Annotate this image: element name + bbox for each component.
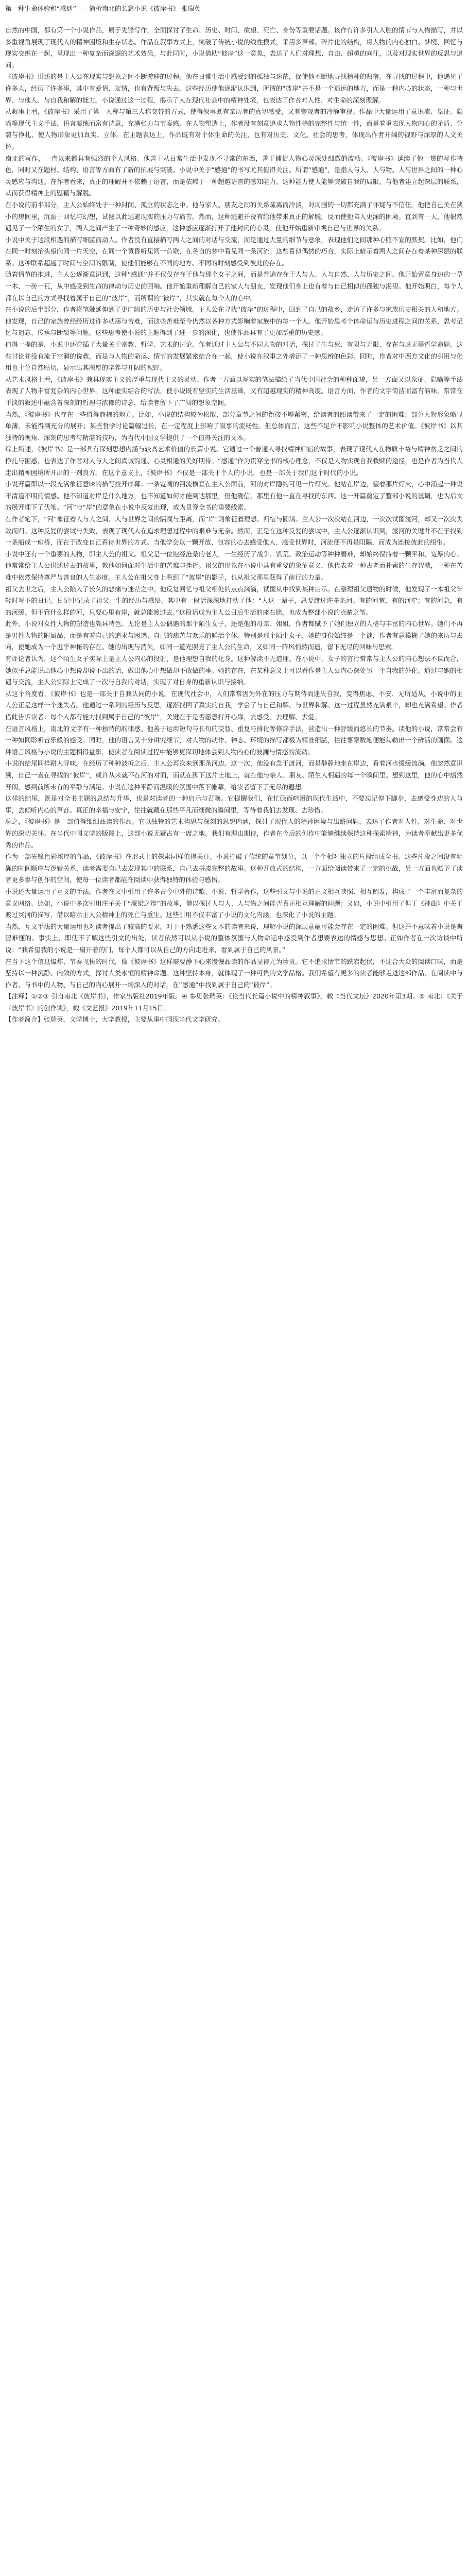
article-paragraph: 随着情节的推进，主人公逐渐意识到，这种“感通”并不仅仅存在于他与那个女子之间，而是普遍存在于人与人、人与自然、人与历史之间。他开始留意身边的一草一木、一砖一瓦，从中感受到生命的律动与历史的回响。他开始重新理解自己的家人与朋友，发现他们身上也有着与自己相似的孤独与渴望。他开始明白，每个人都在以自己的方式寻找着属于自己的“彼岸”，而所谓的“彼岸”，其实就在每个人的心中。 [5,270,463,302]
article-paragraph: 当然，互文手法的大量运用也对读者提出了较高的要求。对于不熟悉这些文本的读者来说，理解小说的深层意蕴可能会存在一定的困难。但这并不意味着小说是晦涩难懂的。事实上，即使不了解这些引文的出处，读者依然可以从小说的整体氛围与人物命运中感受到作者想要表达的情感与思想。正如作者在一次访谈中所说：“我希望我的小说是一扇开着的门，每个人都可以从自己的方向走进来，看到属于自己的风景。” [5,922,463,954]
article-paragraph: 此外，小说对女性人物的塑造也颇具特色。无论是主人公偶遇的那个陌生女子，还是他的母亲、姐姐，作者都赋予了她们独立的人格与丰富的内心世界。她们不再是男性人物的附属品，而是有着自己的追求与困惑、自己的痛苦与欢乐的鲜活个体。特别是那个陌生女子，她的身份始终是一个谜，作者有意模糊了她的来历与去向，使她成为一个近乎神秘的存在。她的出现与消失，如同一道光照亮了主人公的生命，又如同一阵风悄然而逝，留下无尽的回味与思索。 [5,620,463,651]
article-paragraph: 综上所述，《彼岸书》是一部具有深刻思想内涵与较高艺术价值的长篇小说。它通过一个普通人寻找精神归宿的故事，表现了现代人在物质丰裕与精神贫乏之间的挣扎与困惑，也表达了作者对人与人之间真诚沟通、心灵相通的美好期待。“感通”作为贯穿全书的核心理念，不仅是人物实现自我救赎的途径，也是作者为当代人走出精神困境所开出的一剂良方。在这个意义上，《彼岸书》不仅是一部关于个人的小说，也是一部关于我们这个时代的小说。 [5,445,463,477]
article-paragraph: 小说中关于这段相遇的描写细腻而动人。作者没有直接描写两人之间的对话与交流，而是通过大量的细节与意象，表现他们之间那种心照不宣的默契。比如，他们在同一时刻抬头望向同一片天空，在同一个黄昏听见同一首歌，在各自的梦中看见同一条河流。这些看似偶然的巧合，实际上暗示着两人之间存在着某种深层的联系。这种联系超越了时间与空间的限制，使他们能够在不同的地方、不同的时刻感受到彼此的存在。 [5,235,463,267]
article-paragraph: 小说开篇即以一段充满象征意味的描写拉开序幕：一条宽阔的河流横亘在主人公面前，河的对岸隐约可见一片灯火。他站在岸边，望着那片灯火，心中涌起一种说不清道不明的情感。他不知道对岸是什么地方，也不知道如何才能到达那里，但他确信，那里有他一直在寻找的东西。这一开篇奠定了整部小说的基调，也为后文的展开埋下了伏笔。“河”与“岸”的意象在小说中反复出现，成为贯穿全书的重要线索。 [5,480,463,512]
article-paragraph: 自然的中国，都有第一个小说作品，属于先锋写作，全面探讨了生命、历史、时间、欲望、死亡、身份等重要话题。该作有许多引人入胜的情节与人物描写，并以多重视角展现了现代人的精神困境和生存状态。作品在叙事方式上，突破了传统小说的线性模式，采用多声部、碎片化的结构，将人物的内心独白、梦境、回忆与现实交织在一起，呈现出一种复杂而深邃的艺术效果。与此同时，小说借助“彼岸”这一意象，表达了人们对理想、自由、超越的向往，以及对现实世界的反思与追问。 [5,26,463,69]
article-paragraph: 总之，《彼岸书》是一部值得细细品读的作品。它以独特的艺术构思与深刻的思想内涵，探讨了现代人的精神困境与出路问题，表达了作者对人性、对生命、对世界的深切关怀。在当代中国文学的版图上，这部小说无疑占有一席之地。我们有理由期待，作者在今后的创作中能够继续保持这种探索精神，为读者奉献出更多优秀的作品。 [5,818,463,849]
article-paragraph: 南北的写作，一直以来都具有强烈的个人风格。他善于从日常生活中发现不寻常的东西，善于捕捉人物心灵深处细微的波动。《彼岸书》延续了他一贯的写作特色，同时又在题材、结构、语言等方面有了新的拓展与突破。小说中关于“感通”的书写尤其值得关注。所谓“感通”，是指人与人、人与物、人与世界之间的一种心灵感应与沟通。在作者看来，真正的理解并不依赖于语言，而是依赖于一种超越语言的感知能力。这种能力使人能够突破自我的局限，与他者建立起深层的联系，从而获得精神上的慰藉与解脱。 [5,154,463,197]
article-paragraph: 小说中还有一个重要的人物，即主人公的祖父。祖父是一位饱经沧桑的老人，一生经历了战争、饥荒、政治运动等种种磨难，却始终保持着一颗平和、宽厚的心。他常常给主人公讲述过去的故事，教他如何面对生活中的苦难与挫折。祖父的形象在小说中具有重要的象征意义，他代表着一种古老而朴素的生存智慧，一种在苦难中依然保持尊严与善良的人生态度。主人公在祖父身上看到了“彼岸”的影子，也从祖父那里获得了前行的力量。 [5,550,463,581]
article-paragraph: 在当下这个信息爆炸、节奏飞快的时代，像《彼岸书》这样需要静下心来慢慢品读的作品显得尤为珍贵。它不追求情节的跌宕起伏，不迎合大众的阅读口味，而是坚持以一种沉静、内敛的方式，探讨人类永恒的精神命题。这种坚持本身，就体现了一种可贵的文学品格。我们希望有更多的读者能够走进这部作品，在阅读中与作者、与书中的人物、与自己的内心展开一场深入的对话，在“感通”中找到属于自己的“彼岸”。 [5,957,463,989]
article-paragraph: 小说还大量运用了互文的手法。作者在文中引用了许多古今中外的诗歌、小说、哲学著作，这些引文与小说的正文相互映照、相互阐发，构成了一个丰富而复杂的意义网络。比如，小说中多次引用庄子关于“濠梁之辩”的故事，借以探讨人与人、人与物之间能否真正相互理解的问题；又如，小说中引用了但丁《神曲》中关于渡过冥河的描写，借以暗示主人公精神上的死亡与重生。这些引用不仅丰富了小说的文化内涵，也深化了小说的主题。 [5,887,463,919]
article-paragraph: 小说的结尾同样耐人寻味。在经历了种种波折之后，主人公再次来到那条河边。这一次，他没有急于渡河，而是静静地坐在岸边，看着河水缓缓流淌。他忽然意识到，自己一直在寻找的“彼岸”，或许从来就不在河的对面，而就在脚下这片土地上，就在他与亲人、朋友、陌生人相遇的每一个瞬间里。想到这里，他的心中豁然开朗，感到前所未有的平静与满足。小说在这种平静而温暖的氛围中落下帷幕，给读者留下了无尽的遐想。 [5,759,463,791]
article-paragraph: 从这个角度看，《彼岸书》也是一部关于自我认同的小说。在现代社会中，人们常常因为外在的压力与期待而迷失自我，变得焦虑、不安、无所适从。小说中的主人公正是这样一个迷失者。他通过一系列的经历与反思，逐渐找回了真实的自我，学会了与自己和解、与世界和解。这一过程虽然充满艰辛，却也充满希望。作者借此告诉读者：每个人都有能力找到属于自己的“彼岸”，关键在于是否愿意打开心扉，去感受、去理解、去爱。 [5,689,463,721]
article-paragraph: 作为一部先锋色彩浓厚的作品，《彼岸书》在形式上的探索同样值得关注。小说打破了传统的章节划分，以一个个相对独立的片段组成全书。这些片段之间没有明确的时间顺序与逻辑关系，读者需要自己去发现其中的联系，自己去拼凑完整的故事。这种开放式的结构，一方面给阅读带来了一定的挑战，另一方面也赋予了读者更多参与创作的空间，使每一位读者都能在阅读中获得独特的体验与感悟。 [5,853,463,884]
article-paragraph: 从艺术风格上看，《彼岸书》兼具现实主义的厚重与现代主义的灵动。作者一方面以写实的笔法描绘了当代中国社会的种种面貌，另一方面又以象征、隐喻等手法表现了人物丰富复杂的内心世界。这种虚实结合的写法，使小说既有坚实的生活基础，又有超越现实的精神高度。语言方面，作者的文字简洁而富有韵味，常常在平淡的叙述中蕴含着深刻的哲理与浓郁的诗意，给读者留下了广阔的想象空间。 [5,375,463,406]
article-paragraph: 【作者简介】张瑞英，文学博士，大学教授，主要从事中国现当代文学研究。 [5,1015,224,1024]
article-paragraph: 在语言风格上，南北的文字有一种独特的韵律感。他善于运用短句与长句的交替、重复与排比等修辞手法，营造出一种舒缓而悠长的节奏。读他的小说，常常会有一种如同聆听音乐般的感受。同时，他的语言又十分讲究细节，对人物的动作、神态、环境的描写都极为精准细腻，往往寥寥数笔便能勾勒出一个鲜活的画面。这种语言风格与小说的主题相得益彰，使读者在阅读过程中能够更深切地体会到人物内心的波澜与情感的流动。 [5,724,463,756]
article-paragraph: 在作者笔下，“河”象征着人与人之间、人与世界之间的隔阂与距离，而“岸”则象征着理想、归宿与圆满。主人公一次次站在河边，一次次试图渡河，却又一次次失败而归。这种反复的尝试与失败，表现了现代人在追求理想过程中的艰难与无奈。然而，正是在这种反复的尝试中，主人公逐渐认识到，渡河的关键并不在于找到一条船或一座桥，而在于改变自己看待世界的方式。当他学会以一颗开放、包容的心去感受他人、感受世界时，河流便不再是阻隔，而成为连接彼此的纽带。 [5,515,463,547]
article-paragraph: 在小说的后半部分，作者将笔触延伸到了更广阔的历史与社会领域。主人公在寻找“彼岸”的过程中，回到了自己的故乡，走访了许多与家族历史相关的人和地方。他发现，自己的家族曾经经历过许多动荡与苦难，而这些苦难至今仍然以各种方式影响着家族中的每一个人。他开始思考个体命运与历史进程之间的关系，思考记忆与遗忘、传承与断裂等问题。这些思考使小说的主题得到了进一步的深化，也使作品具有了更加厚重的历史感。 [5,306,463,337]
article-paragraph: 从叙事上看，《彼岸书》采用了第一人称与第三人称交替的方式，使得叙事既有亲历者的真切感受，又有旁观者的冷静审视。作品中大量运用了意识流、象征、隐喻等现代主义手法，语言凝练而富有诗意，充满张力与节奏感。在人物塑造上，作者没有刻意追求人物性格的完整性与统一性，而是着重表现人物内心的矛盾、分裂与挣扎，使人物形象更加真实、立体。在主题表达上，作品既有对个体生命的关注，也有对历史、文化、社会的思考，体现出作者开阔的视野与深厚的人文关怀。 [5,108,463,150]
article-title: 第一种生命体验和“感通”——简析南北的长篇小说《彼岸书》 张瑞英 [5,5,201,12]
article-paragraph: 有评论者认为，这个陌生女子实际上是主人公内心的投射，是他理想自我的化身。这种解读不无道理。在小说中，女子的言行常常与主人公的内心想法不谋而合，她似乎总能说出他心中想说却说不出的话，做出他心中想做却不敢做的事。她的存在，在某种意义上可以看作是主人公内心深处另一个自我的外化。通过与她的相遇与交流，主人公实际上完成了一次与自我的对话，实现了对自身的重新认识与接纳。 [5,655,463,686]
article-paragraph: 当然，《彼岸书》也存在一些值得商榷的地方。比如，小说的结构较为松散，部分章节之间的衔接不够紧密，给读者的阅读带来了一定的困难；部分人物形象略显单薄，未能得到充分的展开；某些哲学讨论篇幅过长，在一定程度上影响了叙事的流畅性。但总体而言，这些不足并不影响小说整体的艺术价值。《彼岸书》以其独特的视角、深刻的思考与精湛的技巧，为当代中国文学提供了一个值得关注的文本。 [5,410,463,442]
article-paragraph: 这样的结尾，既是对全书主题的总结与升华，也是对读者的一种启示与召唤。它提醒我们，在忙碌而喧嚣的现代生活中，不要忘记停下脚步，去感受身边的人与事，去倾听内心的声音。真正的幸福与安宁，往往就藏在那些平凡而细微的瞬间里，等待着我们去发现、去珍惜。 [5,794,463,814]
article-paragraph: 《彼岸书》讲述的是主人公在现实与想象之间不断游移的过程。他在日常生活中感受到的孤独与迷茫，促使他不断地寻找精神的归宿。在寻找的过程中，他遇见了许多人，经历了许多事，其中有爱情、友情，也有背叛与失去。这些经历使他逐渐认识到，所谓的“彼岸”并不是一个遥远的地方，而是一种内心的状态，一种与世界、与他人、与自我和解的能力。小说通过这一过程，揭示了人在现代社会中的精神处境，也表达了作者对人性、对生命的深刻理解。 [5,73,463,104]
article-paragraph: 在小说的前半部分，主人公始终处于一种封闭、孤立的状态之中。他与家人、朋友之间的关系疏离而冷淡，对周围的一切都充满了怀疑与不信任。他把自己关在狭小的房间里，沉溺于回忆与幻想，试图以此逃避现实的压力与痛苦。然而，这种逃避并没有给他带来真正的解脱，反而使他陷入更深的困境。直到有一天，他偶然遇见了一个陌生的女子，两人之间产生了一种奇妙的感应，这种感应逐渐打开了他封闭的心灵，使他开始重新审视自己与世界的关系。 [5,200,463,232]
article-paragraph: 【注释】①②③ 引自南北《彼岸书》，作家出版社2019年版。④ 参见张瑞英：《论当代长篇小说中的精神叙事》，载《当代文坛》2020年第3期。⑤ 南北：《关于〈彼岸书〉的创作谈》，载《文艺报》2019年11月15日。 [5,992,463,1012]
article-paragraph: 值得一提的是，小说中还穿插了大量关于宗教、哲学、艺术的讨论。作者通过主人公与不同人物的对话，探讨了生与死、有限与无限、存在与虚无等哲学命题。这些讨论并没有流于空洞的说教，而是与人物的命运、情节的发展紧密结合在一起，使小说在叙事之外增添了一种思辨的色彩。同时，作者对中西方文化的引用与化用也十分自然贴切，显示出其深厚的学养与开阔的视野。 [5,341,463,372]
article-body [5,25,463,1026]
article-paragraph: 祖父去世之后，主人公陷入了长久的悲痛与迷茫之中。他反复回忆与祖父相处的点点滴滴，试图从中找到某种启示。在整理祖父遗物的时候，他发现了一本祖父年轻时写下的日记。日记中记录了祖父一生的经历与感悟，其中有一段话深深地打动了他：“人这一辈子，总要渡过许多条河。有的河宽，有的河窄；有的河急，有的河缓。但不管什么样的河，只要心里有岸，就总能渡过去。”这段话成为主人公日后生活的座右铭，也成为整部小说的点睛之笔。 [5,585,463,616]
